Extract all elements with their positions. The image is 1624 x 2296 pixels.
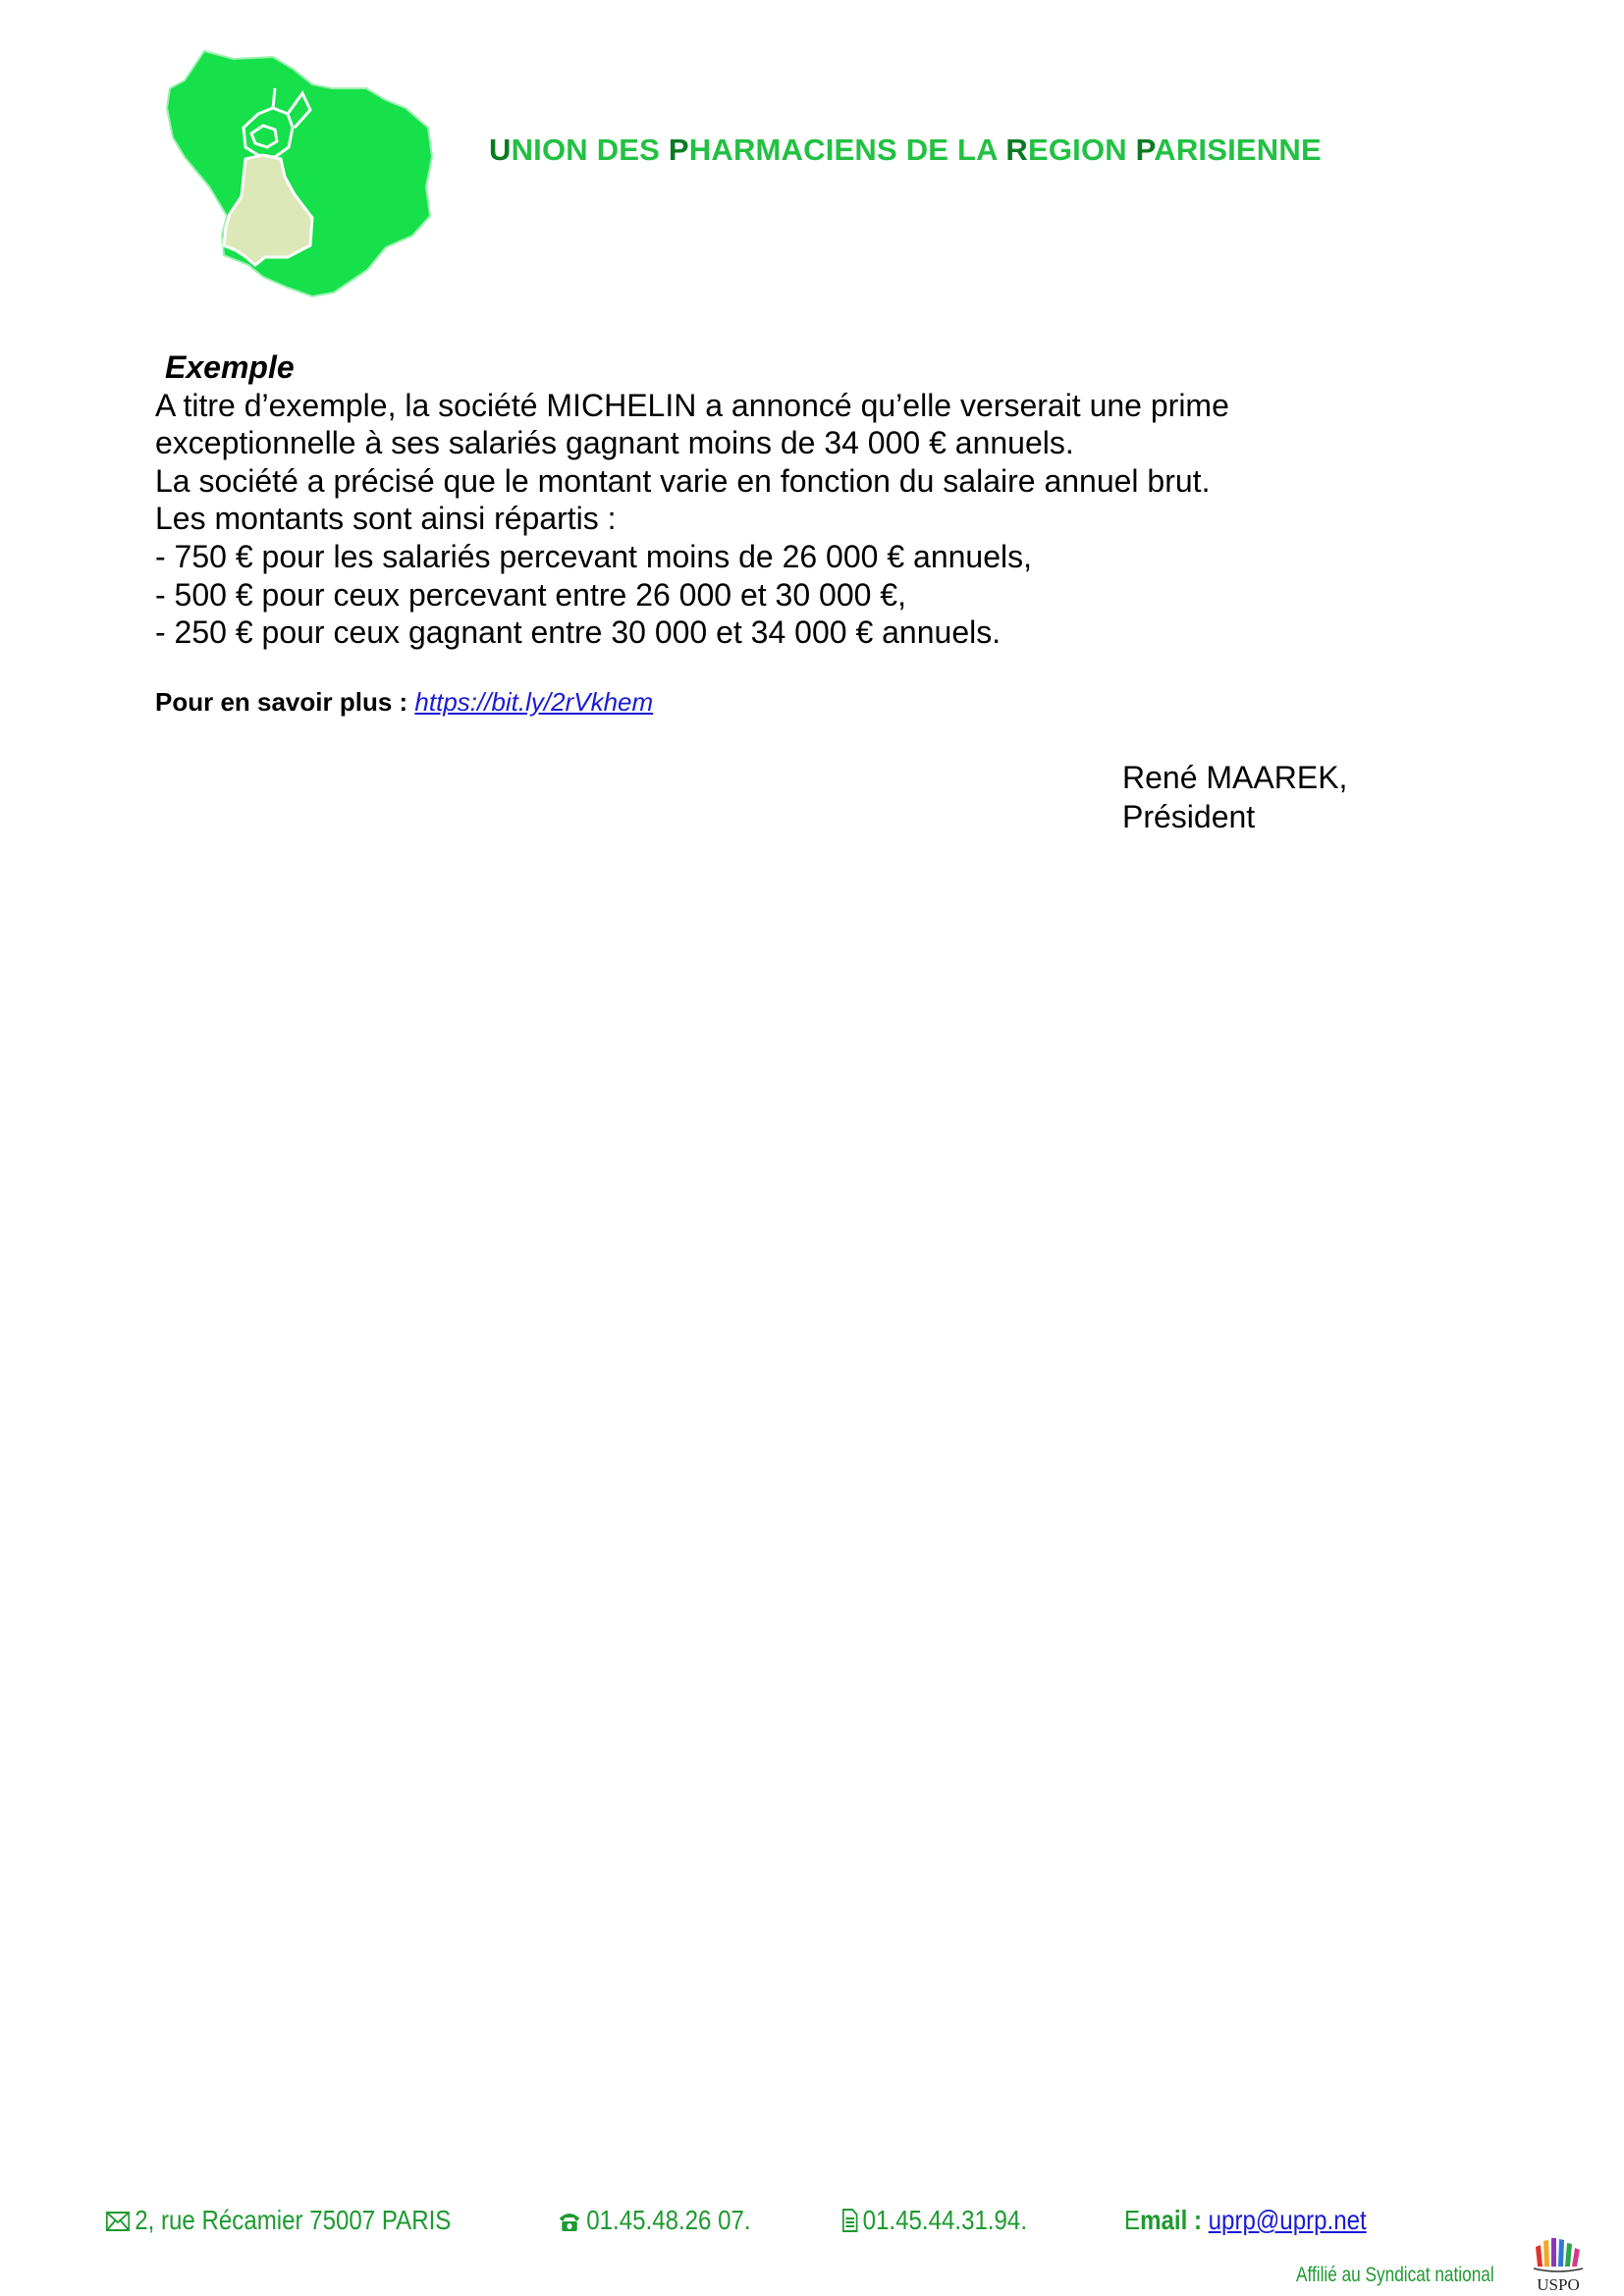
uspo-logo-text: USPO bbox=[1537, 2275, 1580, 2294]
footer-address-text: 2, rue Récamier 75007 PARIS bbox=[135, 2205, 452, 2235]
more-info bbox=[155, 687, 653, 718]
title-text: HARMACIENS DE LA bbox=[688, 133, 1006, 167]
section-heading: Exemple bbox=[165, 349, 295, 385]
more-info-link[interactable]: https://bit.ly/2rVkhem bbox=[414, 687, 654, 717]
footer-email-link[interactable]: uprp@uprp.net bbox=[1208, 2205, 1367, 2235]
footer-fax-text: 01.45.44.31.94. bbox=[862, 2205, 1028, 2235]
title-initial: P bbox=[1135, 133, 1155, 167]
body-line: exceptionnelle à ses salariés gagnant moins de 34 000 € annuels. bbox=[155, 425, 1074, 461]
body-line: Les montants sont ainsi répartis : bbox=[155, 501, 617, 537]
title-text: NION DES bbox=[511, 133, 669, 167]
footer-fax bbox=[842, 2205, 1027, 2236]
title-initial: R bbox=[1005, 133, 1028, 167]
footer-email-label: mail : bbox=[1140, 2205, 1209, 2235]
signature-role: Président bbox=[1122, 799, 1256, 834]
signature bbox=[1122, 758, 1347, 836]
uprp-region-map-logo bbox=[165, 49, 460, 304]
body-line: La société a précisé que le montant varie en fonction du salaire annuel brut. bbox=[155, 462, 1211, 499]
envelope-icon bbox=[106, 2205, 130, 2236]
footer bbox=[106, 2205, 1382, 2244]
title-initial: P bbox=[668, 133, 689, 167]
more-info-label: Pour en savoir plus : bbox=[155, 687, 415, 717]
body-line: - 500 € pour ceux percevant entre 26 000 et 30 000 €, bbox=[155, 576, 906, 613]
affiliation-text: Affilié au Syndicat national bbox=[1296, 2264, 1494, 2286]
signature-name: René MAAREK, bbox=[1122, 760, 1348, 795]
body-line: - 750 € pour les salariés percevant moins de 26 000 € annuels, bbox=[155, 538, 1032, 574]
body-line: A titre d’exemple, la société MICHELIN a annoncé qu’elle verserait une prime bbox=[155, 387, 1229, 423]
footer-phone bbox=[558, 2205, 751, 2236]
title-text: EGION bbox=[1027, 133, 1136, 167]
fax-document-icon bbox=[842, 2205, 857, 2236]
body-line: - 250 € pour ceux gagnant entre 30 000 et 34 000 € annuels. bbox=[155, 614, 1001, 651]
telephone-icon bbox=[558, 2205, 581, 2236]
title-initial: U bbox=[489, 133, 512, 167]
document-body bbox=[155, 348, 1392, 652]
footer-phone-text: 01.45.48.26 07. bbox=[586, 2205, 751, 2235]
footer-email bbox=[1124, 2205, 1367, 2236]
footer-address bbox=[106, 2205, 451, 2236]
organization-title bbox=[489, 133, 1322, 168]
footer-email-label-first: E bbox=[1124, 2205, 1141, 2235]
logo-outer-region bbox=[167, 51, 432, 296]
title-text: ARISIENNE bbox=[1154, 133, 1322, 167]
